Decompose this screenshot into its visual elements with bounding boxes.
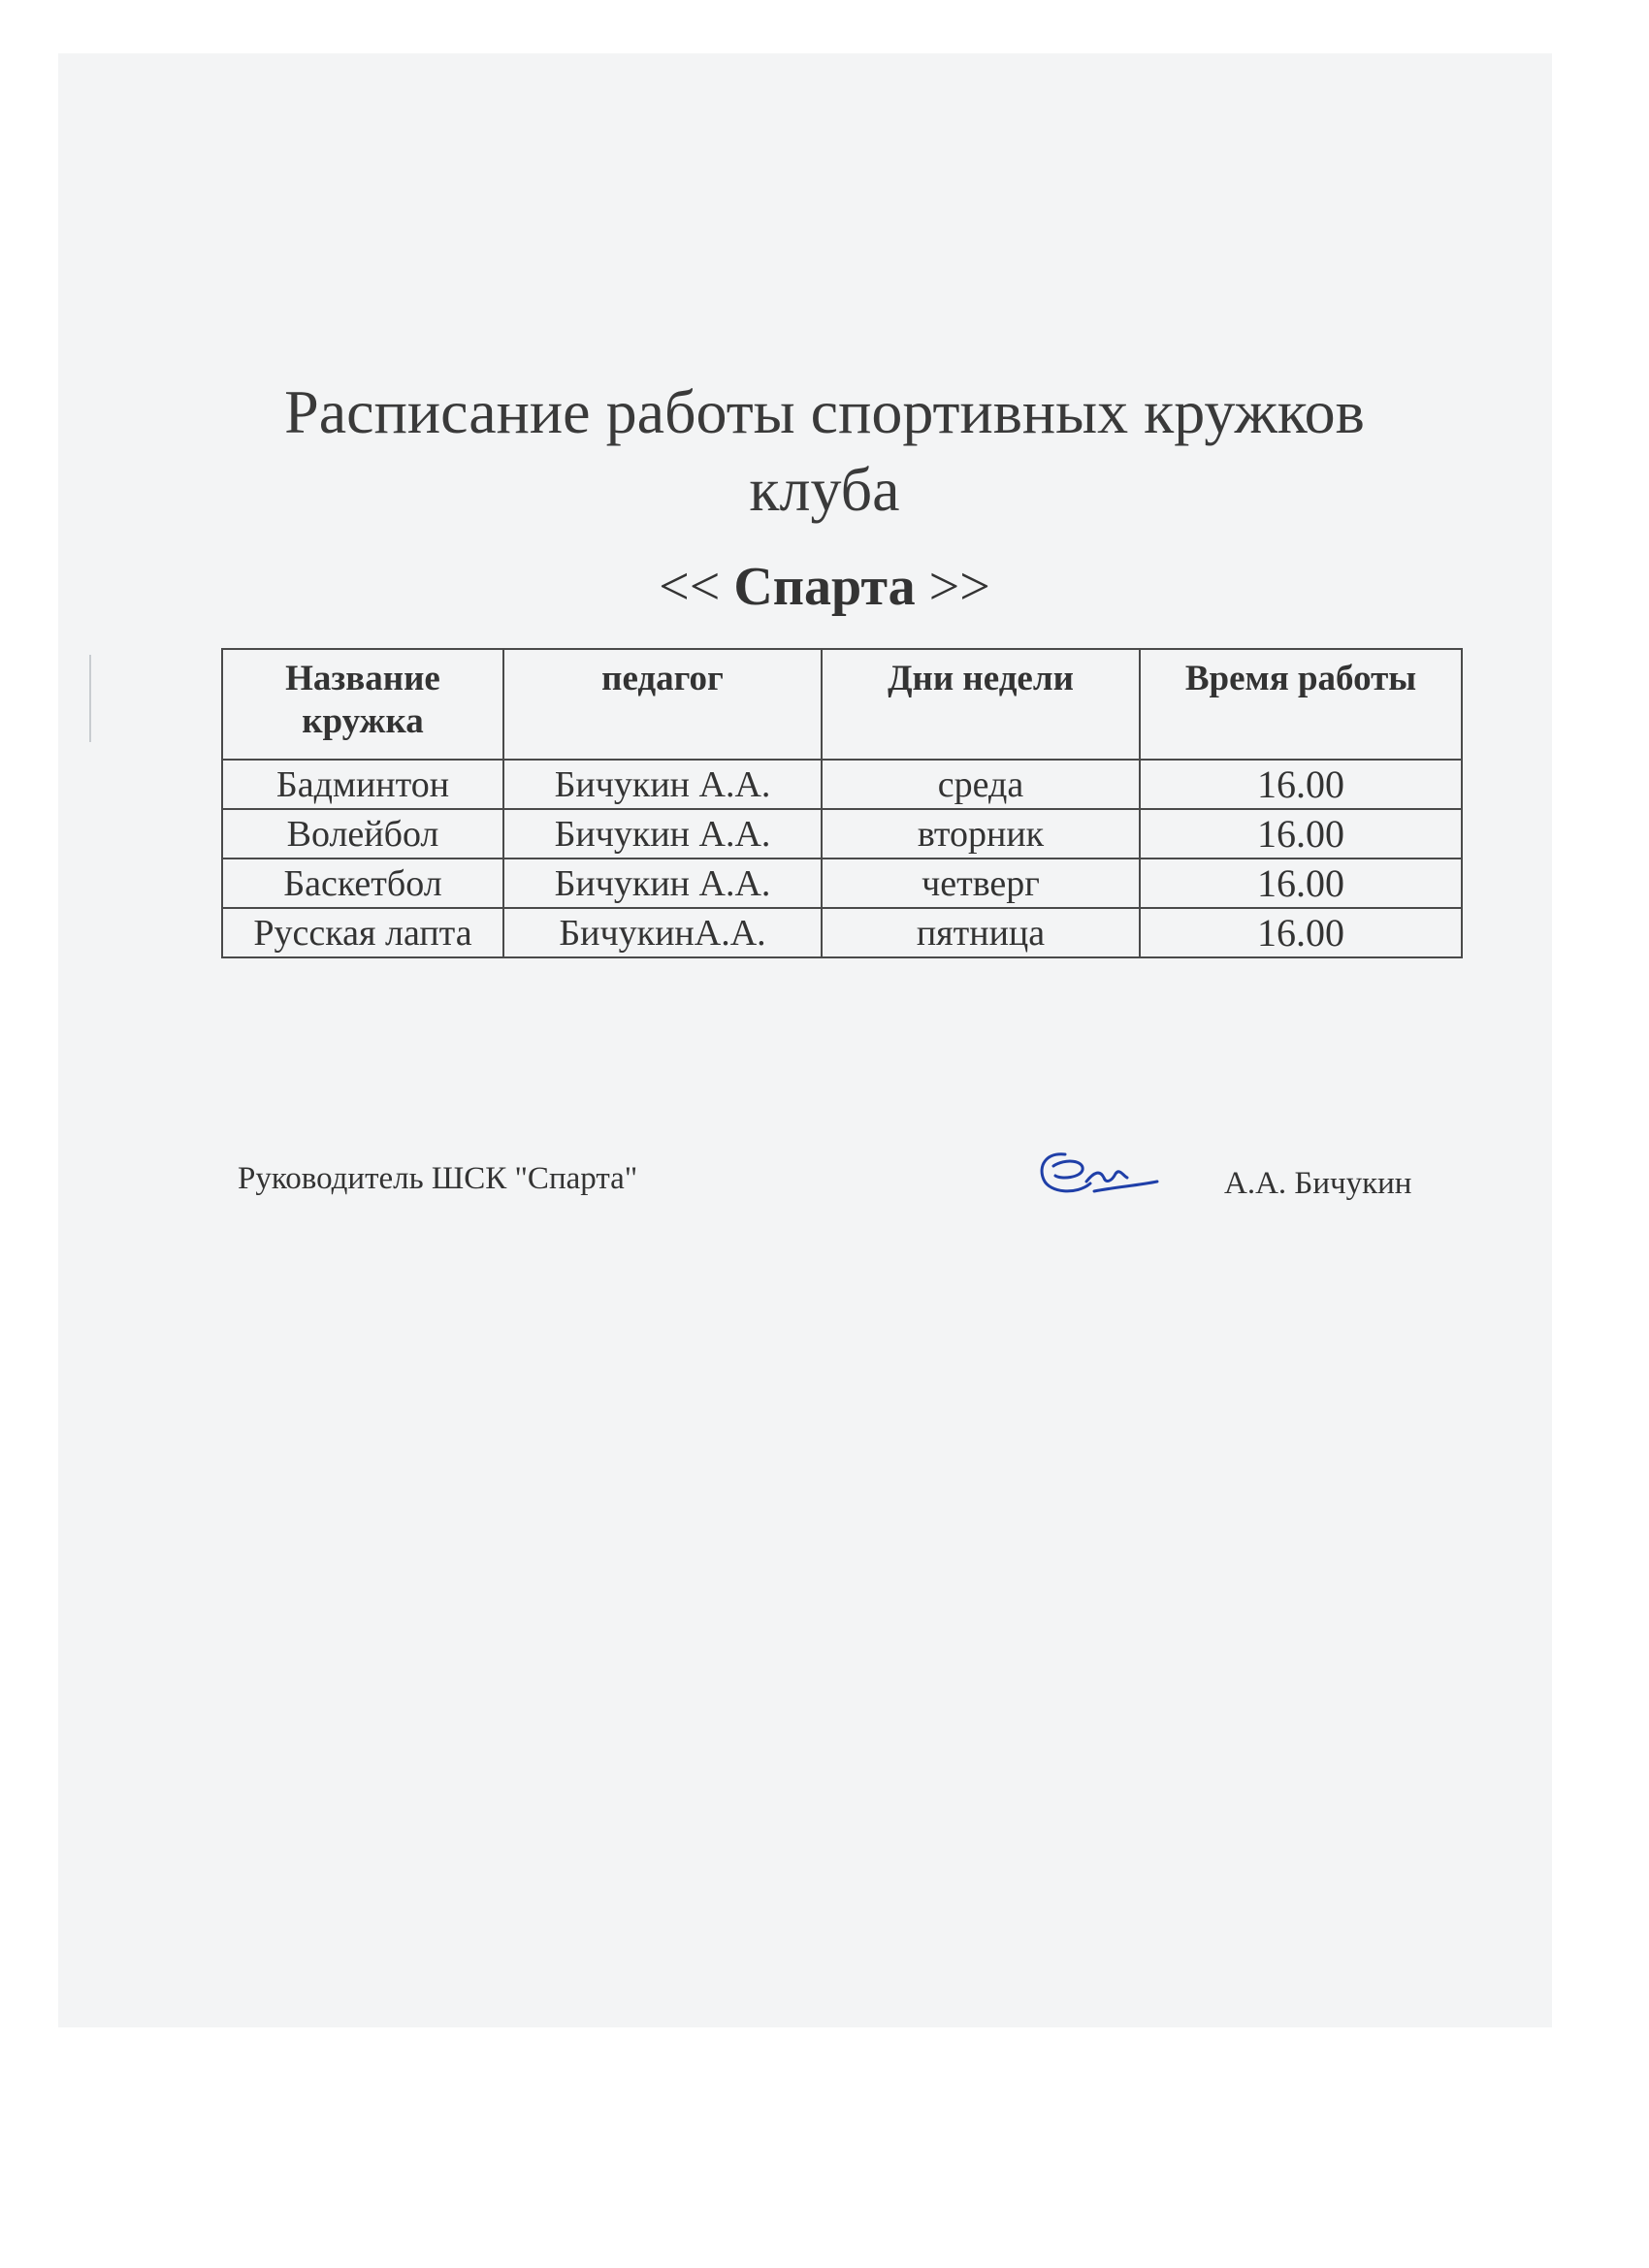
header-weekday: Дни недели <box>822 649 1140 760</box>
header-teacher: педагог <box>503 649 822 760</box>
document-title <box>0 373 1649 529</box>
cell-club: Русская лапта <box>222 908 503 957</box>
table-row <box>222 809 1462 859</box>
scanned-page <box>58 53 1552 2027</box>
signature-stroke <box>1042 1154 1157 1191</box>
cell-time: 16.00 <box>1140 760 1462 809</box>
cell-club: Волейбол <box>222 809 503 859</box>
cell-club: Бадминтон <box>222 760 503 809</box>
cell-day: вторник <box>822 809 1140 859</box>
cell-time: 16.00 <box>1140 908 1462 957</box>
table-header-row <box>222 649 1462 760</box>
cell-time: 16.00 <box>1140 859 1462 908</box>
cell-club: Баскетбол <box>222 859 503 908</box>
header-club-name: Название кружка <box>222 649 503 760</box>
cell-day: пятница <box>822 908 1140 957</box>
club-heading <box>0 553 1649 621</box>
club-suffix: >> <box>915 557 990 617</box>
header-work-time: Время работы <box>1140 649 1462 760</box>
cell-day: четверг <box>822 859 1140 908</box>
title-line-1: Расписание работы спортивных кружков <box>284 377 1365 446</box>
club-prefix: << <box>659 557 734 617</box>
signature-icon <box>1026 1137 1162 1215</box>
signatory-name: А.А. Бичукин <box>1224 1166 1412 1201</box>
table-row <box>222 859 1462 908</box>
scan-margin-mark <box>89 655 91 742</box>
cell-teacher: Бичукин А.А. <box>503 859 822 908</box>
cell-teacher: Бичукин А.А. <box>503 760 822 809</box>
cell-time: 16.00 <box>1140 809 1462 859</box>
cell-day: среда <box>822 760 1140 809</box>
table-row <box>222 908 1462 957</box>
schedule-table <box>221 648 1463 958</box>
cell-teacher: Бичукин А.А. <box>503 809 822 859</box>
title-line-2: клуба <box>749 455 900 524</box>
signatory-role: Руководитель ШСК "Спарта" <box>238 1161 638 1196</box>
table-row <box>222 760 1462 809</box>
cell-teacher: БичукинА.А. <box>503 908 822 957</box>
club-name: Спарта <box>733 557 916 617</box>
